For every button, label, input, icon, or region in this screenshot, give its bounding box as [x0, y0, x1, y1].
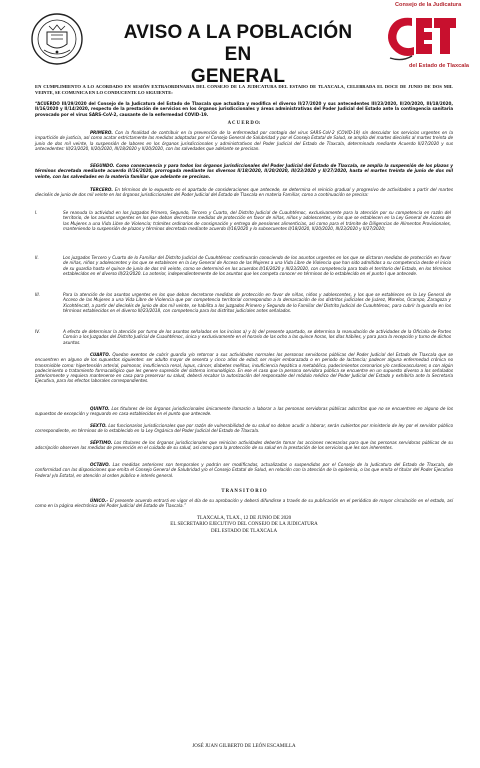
signature-name: JOSÉ JUAN GILBERTO DE LEÓN ESCAMILLA	[192, 744, 296, 749]
signature-role-line-2: DEL ESTADO DE TLAXCALA	[210, 528, 278, 534]
title-line-1: AVISO A LA POBLACIÓN EN	[123, 22, 353, 65]
label-octavo: OCTAVO.	[90, 462, 111, 467]
list-item: Se reanuda la actividad en los Juzgados Primero, Segundo, Tercero y Cuarto, del Distrito Judicial de Cuauhtémoc, exclusivamente para la atención por su competencia en razón del territorio, de los asuntos urgentes en los que deban decretarse medidas de protección en favor de niñas, niños y adolescentes, y los que se establecen en la Ley General de Acceso de las Mujeres a una Vida Libre de Violencia; trámites ordinarios de consignación y entrega de pensiones alimenticias, así como para el trámite de Diligencias de Alimentos Provisionales, manteniendo la suspensión de plazos y términos decretada mediante acuerdo II/16/2020 y lo subsecuentes II/18/2020, II/20/2020, III/23/2020 y II/27/2020;	[63, 210, 451, 231]
paragraph-octavo	[35, 462, 453, 478]
label-unico: ÚNICO.-	[90, 498, 109, 503]
list-item-num: IV.	[35, 329, 40, 334]
paragraph-septimo	[35, 440, 453, 451]
text-octavo: Las medidas anteriores son temporales y podrán ser modificadas, actualizadas o suspendidas por el Consejo de la Judicatura del Estado de Tlaxcala, de conformidad con las disposiciones que emita el Consejo General de Salubridad y/o el Consejo Estatal de Salud, en relación con la atención de la epidemia, o las que emita el titular del Poder Ejecutivo Federal y/o Estatal, en atención al orden público e interés general.	[35, 462, 453, 478]
signature-block	[35, 516, 453, 535]
logo-top-text: Consejo de la Judicatura	[395, 2, 462, 8]
list-item-num: III.	[35, 292, 40, 297]
paragraph-primero	[35, 130, 453, 151]
signature-role-line-1: EL SECRETARIO EJECUTIVO DEL CONSEJO DE LA JUDICATURA	[170, 522, 318, 528]
list-item: A efecto de determinar la atención por turno de los asuntos señalados en los incisos a) y b) del presente apartado, se determina la reanudación de actividades de la Oficialía de Partes Común a los Juzgados del Distrito Judicial de Cuauhtémoc, única y exclusivamente en el horario de las ocho a las quince horas, los días hábiles, y para para la recepción y turno de dichos asuntos.	[63, 329, 451, 345]
text-septimo: Los titulares de los órganos jurisdiccionales que reinician actividades deberán tomar las acciones necesarias para que las personas servidoras públicas de su adscripción observen las medidas de prevención en el cuidado de su salud, así como para la protección de su salud en la prestación de los servicios que les son inherentes.	[35, 440, 453, 451]
paragraph-sexto	[35, 423, 453, 434]
paragraph-tercero	[35, 187, 453, 198]
title-line-2: GENERAL	[190, 66, 286, 87]
list-item-num: I.	[35, 210, 38, 215]
paragraph-cuarto	[35, 352, 453, 384]
acuerdo-title: A C U E R D O:	[227, 121, 261, 126]
paragraph-quinto	[35, 406, 453, 417]
intro-paragraph: EN CUMPLIMIENTO A LO ACORDADO EN SESIÓN EXTRAORDINARIA DEL CONSEJO DE LA JUDICATURA DEL ESTADO DE TLAXCALA, CELEBRADA EL DOCE DE JUNIO DE DOS MIL VEINTE, SE COMUNICA EN LO CONDUCENTE LO SIGUIENTE:	[35, 84, 453, 96]
text-tercero: En términos de lo expuesto en el apartado de consideraciones que antecede, se determina el reinicio gradual y progresivo de actividades a partir del martes dieciséis de junio de dos mil veinte en los órganos jurisdiccionales del Poder Judicial del Estado de Tlaxcala en materia Familiar, como a continuación se precisa:	[35, 187, 453, 198]
list-item-num: II.	[35, 255, 39, 260]
list-item: Para la atención de los asuntos urgentes en los que deban decretarse medidas de protección en favor de niñas, niños y adolescentes, y los que se establecen en la Ley General de Acceso de las Mujeres a una Vida Libre de Violencia que por competencia territorial correspondan a la demarcación de los distritos judiciales de Juárez, Morelos, Ocampo, Zaragoza y Xicohténcatl, a partir del dieciséis de junio de dos mil veinte, se habilita a los juzgados Primero y Segundo de lo Familiar del Distrito Judicial de Cuauhtémoc, para cubrir la guardia en los términos establecidos en el diverso III/23/2018, con competencia para los distritos judiciales antes señalados.	[63, 292, 451, 313]
transitorio-title: T R A N S I T O R I O	[221, 489, 267, 494]
paragraph-segundo	[35, 163, 453, 179]
label-segundo: SEGUNDO.	[90, 163, 115, 168]
label-cuarto: CUARTO.	[90, 352, 111, 357]
label-tercero: TERCERO.	[90, 187, 113, 192]
label-sexto: SEXTO.	[90, 423, 107, 428]
text-unico: El presente acuerdo entrará en vigor el día de su aprobación y deberá difundirse a través de su publicación en el periódico de mayor circulación en el estado, así como en la página electrónica del Poder Judicial del Estado de Tlaxcala.”	[35, 498, 453, 509]
label-primero: PRIMERO.	[90, 130, 113, 135]
text-sexto: Los funcionarios jurisdiccionales que por razón de vulnerabilidad de su salud no deban acudir a laborar, serán cubiertos por ministerio de ley por el servidor público correspondiente, en términos de lo establecido en la Ley Orgánica del Poder Judicial del Estado de Tlaxcala.	[35, 423, 453, 434]
page-title	[108, 22, 368, 88]
label-septimo: SÉPTIMO.	[90, 440, 113, 445]
text-cuarto: Quedan exentos de cubrir guardia y/o retornar a sus actividades normales los personas servidoras públicas del Poder Judicial del Estado de Tlaxcala que se encuentren en alguno de los supuestos siguientes: ser adulto mayor de sesenta y cinco años de edad; ser mujer embarazada o en periodo de lactancia; padecer alguna enfermedad crónica no transmisible como: hipertensión arterial, pulmonar, insuficiencia renal, lupus, cáncer, diabetes mellitus, insuficiencia hepática o metabólica, padecimientos coronarios y/o cardiovasculares; o con algún padecimiento o tratamiento farmacológico que les genere supresión del sistema inmunológico. En ese el caso que la persona servidora pública se encuentre en un supuesto diverso a los señalados anteriormente y requiera mantenerse en casa para preservar su salud, deberá recabar la autorización del responsable del módulo médico del Poder Judicial del Estado y exhibirla ante la Secretaría Ejecutiva, para los efectos laborales correspondientes.	[35, 352, 453, 384]
text-segundo: Como consecuencia y para todos los órganos jurisdiccionales del Poder Judicial del Estado de Tlaxcala, se amplía la suspensión de los plazos y términos decretada mediante acuerdo II/16/2020, prorrogada mediante los diversos II/18/2020, II/20/2020, III/23/2020 y II/27/2020, hasta el martes treinta de junio de dos mil veinte, con las salvedades en la materia familiar que adelante se precisan.	[35, 163, 453, 179]
paragraph-unico	[35, 498, 453, 509]
text-primero: Con la finalidad de contribuir en la prevención de la enfermedad por contagio del virus SARS-CoV-2 (COVID-19) sin descuidar los servicios urgentes en la impartición de justicia, así como acatar estrictamente las medidas adoptadas por el Consejo General de Salubridad y por el Consejo Estatal de Salud, se amplía del martes dieciséis al martes treinta de junio de dos mil veinte, la suspensión de labores en los órganos jurisdiccionales y administrativos del Poder Judicial del Estado de Tlaxcala, determinada mediante Acuerdo II/27/2020 y sus antecedentes: III/23/2020, II/20/2020, III/18/2020 y II/20/2020, con las salvedades que adelante se precisan.	[35, 130, 453, 151]
state-seal-icon	[30, 12, 84, 66]
label-quinto: QUINTO.	[90, 406, 110, 411]
list-item: Los juzgados Tercero y Cuarto de lo Familiar del Distrito Judicial de Cuauhtémoc continuarán conociendo de los asuntos urgentes en los que se dictaron medidas de protección en favor de niñas, niños y adolescentes y los que se establecen en la Ley General de Acceso de las Mujeres a una Vida Libre de Violencia que han sido admitidos a su competencia desde el inicio de su guardia hasta el quince de junio de dos mil veinte, como se determinó en los acuerdos II/16/2020 y III/23/2020, con competencia para todo el territorio del Estado, en los términos establecidos en el diverso III/23/2020. Lo anterior, independientemente de los asuntos que les competa conocer en términos de lo establecido en el punto I que antecede.	[63, 255, 451, 276]
logo-bottom-text: del Estado de Tlaxcala	[409, 63, 470, 69]
text-quinto: Los titulares de los órganos jurisdiccionales únicamente llamarán a laborar a las personas servidoras públicas adscritas que no se encuentren en alguno de los supuestos de excepción y resguardo en casa establecidos en el punto que antecede.	[35, 406, 453, 417]
signature-place-date: TLAXCALA, TLAX., 12 DE JUNIO DE 2020	[196, 516, 292, 521]
acuerdo-header: “ACUERDO III/29/2020 del Consejo de la Judicatura del Estado de Tlaxcala que actualiza y modifica el diverso II/27/2020 y sus antecedentes III/23/2020, II/20/2020, III/18/2020, II/16/2020 y II/14/2020, respecto de la prestación de servicios en los órganos jurisdiccionales y áreas administrativas del Poder Judicial del Estado ante la contingencia sanitaria provocado por el virus SARS-CoV-2, causante de la enfermedad COVID-19.	[35, 101, 453, 117]
cjet-logo-icon	[372, 4, 476, 68]
